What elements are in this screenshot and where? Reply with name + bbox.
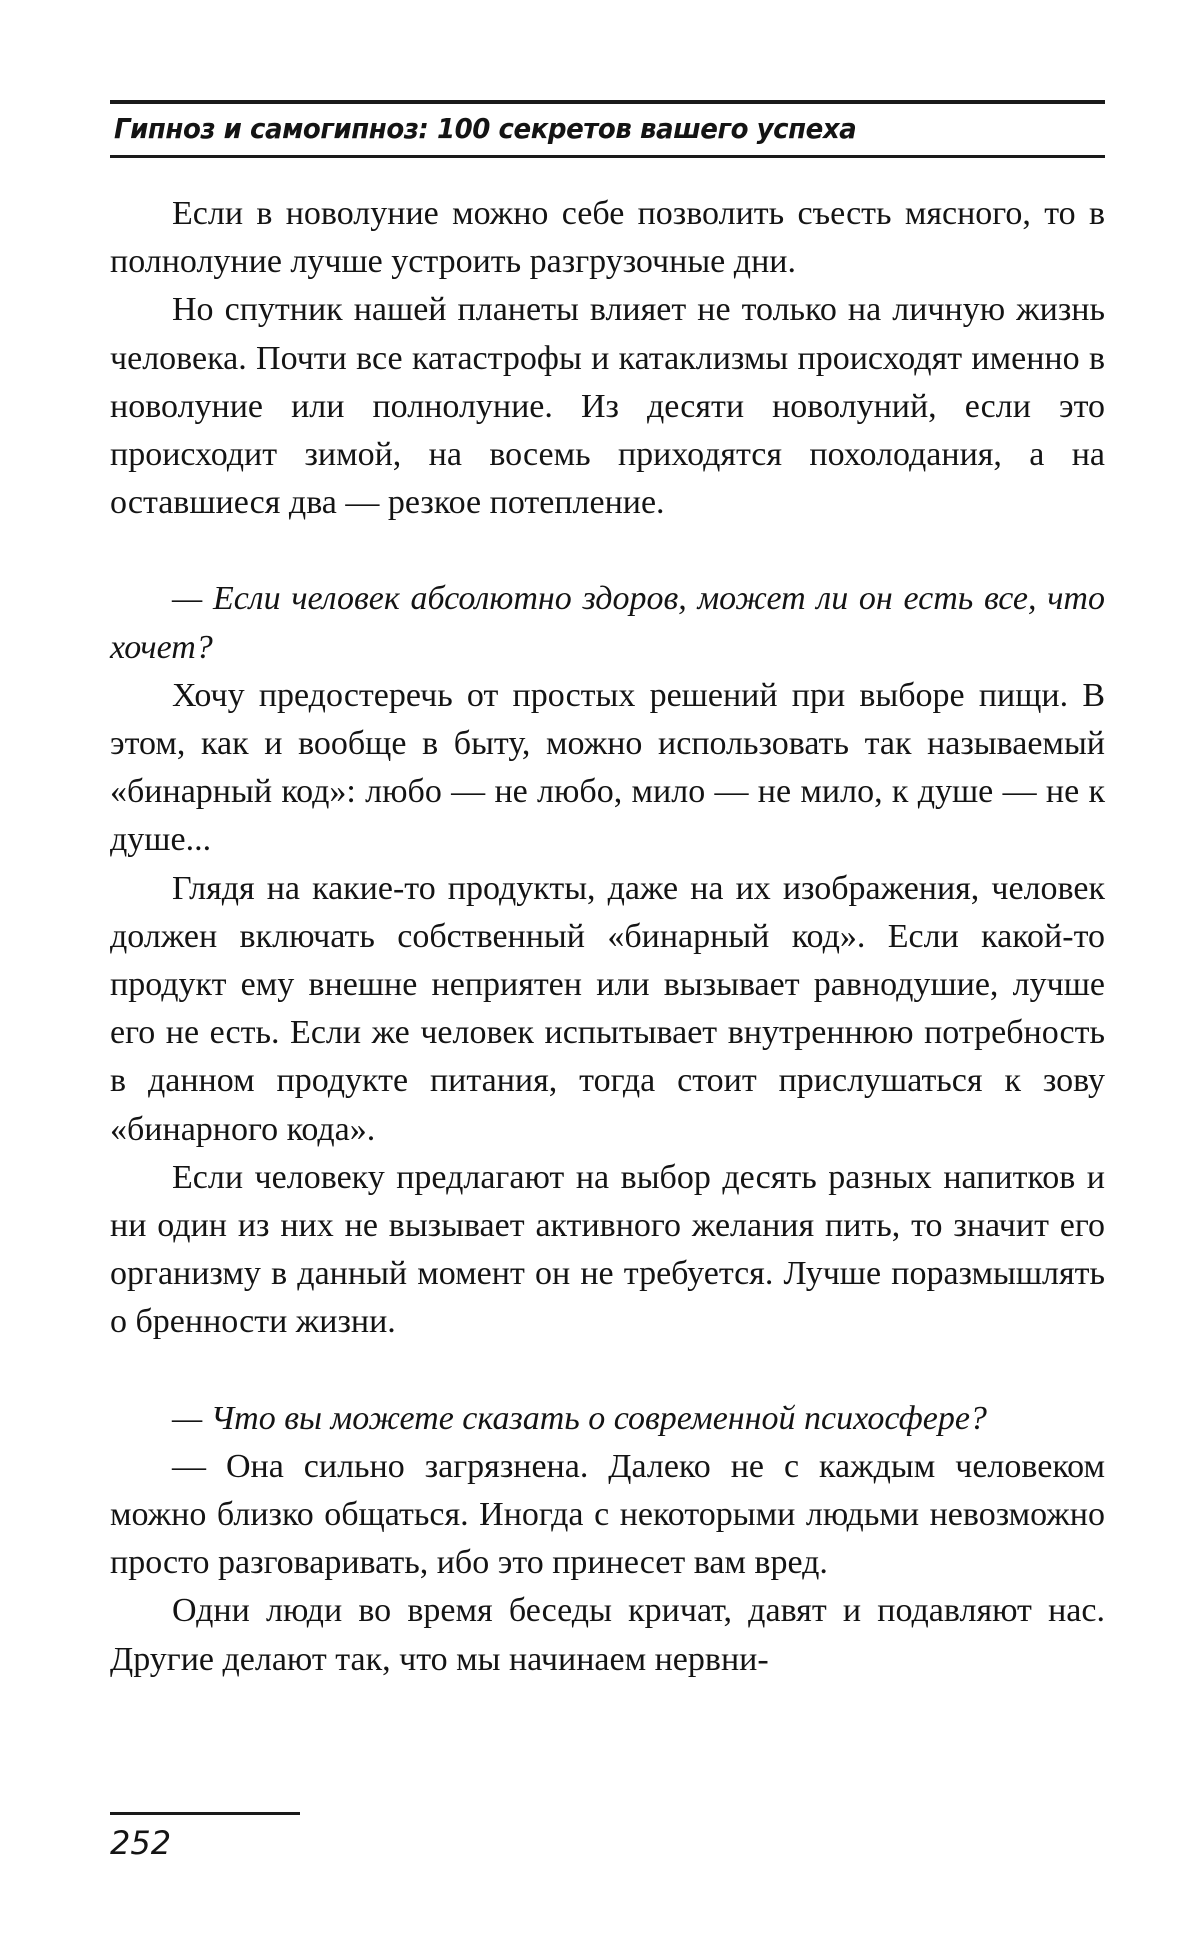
paragraph: — Она сильно загрязнена. Далеко не с каждым человеком можно близко общаться. Иногда с некоторыми людьми невозможно просто разговаривать, ибо это принесет вам вред. [110,1447,1105,1582]
header-bottom-rule [110,155,1105,158]
interview-question: — Если человек абсолютно здоров, может ли он есть все, что хочет? [110,580,1105,666]
header-top-rule [110,100,1105,104]
page-number: 252 [110,1824,172,1862]
paragraph: Хочу предостеречь от простых решений при выборе пищи. В этом, как и вообще в быту, можно использовать так называемый «бинарный код»: любо — не любо, мило — не мило, к душе — не к душе... [110,676,1105,859]
book-page [110,0,1105,1938]
paragraph: Если человеку предлагают на выбор десять разных напитков и ни один из них не вызывает активного желания пить, то значит его организму в данный момент он не требуется. Лучше поразмышлять о бренности жизни. [110,1158,1105,1341]
footer-rule [110,1812,300,1815]
paragraph: Но спутник нашей планеты влияет не только на личную жизнь человека. Почти все катастрофы и катаклизмы происходят именно в новолуние или полнолуние. Из десяти новолуний, если это происходит зимой, на восемь приходятся похолодания, а на оставшиеся два — резкое потепление. [110,291,1105,522]
paragraph: Глядя на какие-то продукты, даже на их изображения, человек должен включать собственный «бинарный код». Если какой-то продукт ему внешне неприятен или вызывает равнодушие, лучше его не есть. Если же человек испытывает внутреннюю потребность в данном продукте питания, тогда стоит прислушаться к зову «бинарного кода». [110,869,1105,1148]
running-title: Гипноз и самогипноз: 100 секретов вашего успеха [114,112,857,145]
paragraph: Одни люди во время беседы кричат, давят и подавляют нас. Другие делают так, что мы начинаем нервни- [110,1592,1105,1678]
paragraph: Если в новолуние можно себе позволить съесть мясного, то в полнолуние лучше устроить разгрузочные дни. [110,195,1105,281]
body-text [110,190,1105,1684]
interview-question: — Что вы можете сказать о современной психосфере? [172,1399,987,1437]
